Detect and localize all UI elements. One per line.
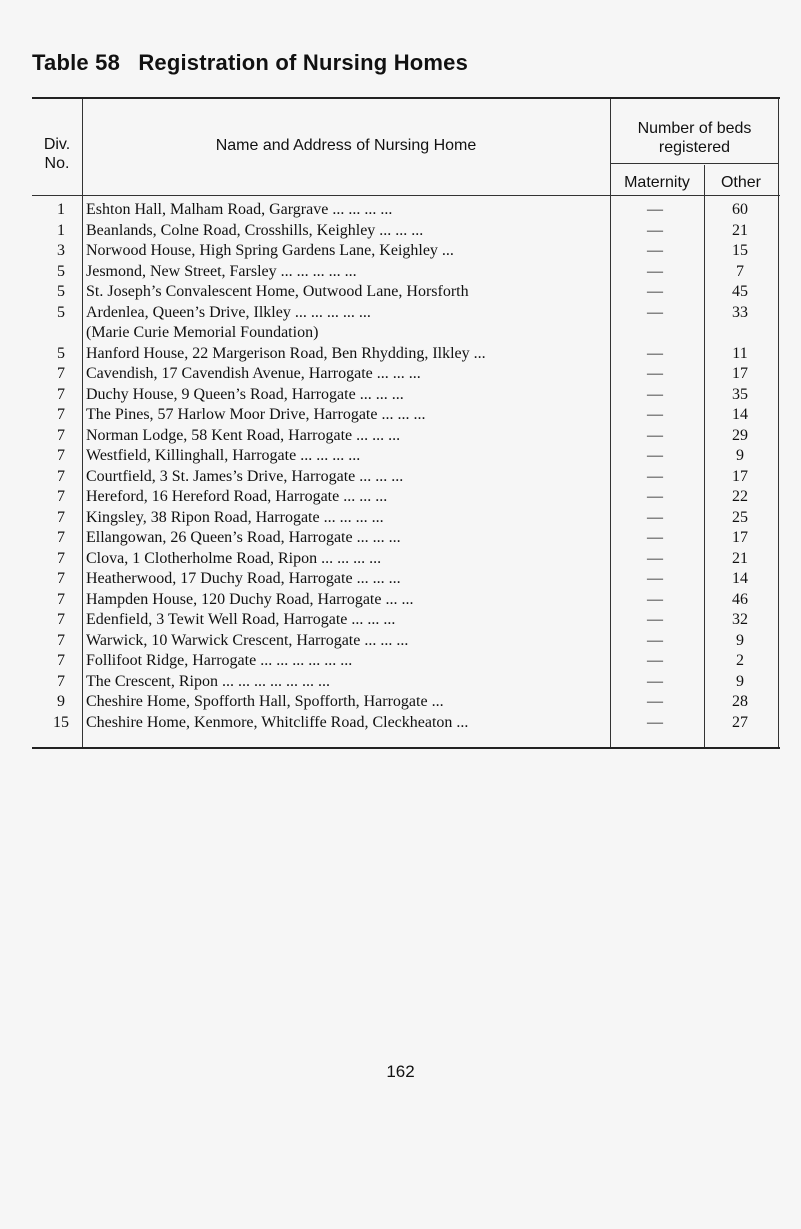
row-other: 28 [732, 693, 748, 710]
row-maternity: — [647, 283, 663, 300]
row-div-no: 7 [57, 529, 65, 546]
row-other: 9 [736, 631, 744, 649]
page-number: 162 [386, 1062, 415, 1081]
row-maternity: — [647, 631, 663, 649]
header-subdivider [610, 163, 778, 164]
row-maternity: — [647, 590, 663, 608]
row-name: Beanlands, Colne Road, Crosshills, Keighley ... ... ... [86, 221, 424, 239]
row-name: Duchy House, 9 Queen’s Road, Harrogate ... ... ... [86, 385, 404, 403]
row-div-no: 1 [57, 221, 65, 239]
row-name: Cheshire Home, Spofforth Hall, Spofforth, Harrogate ... [86, 693, 444, 710]
row-other: 25 [732, 508, 748, 526]
table-row [32, 385, 780, 405]
row-div-no: 9 [57, 693, 65, 710]
row-name: Edenfield, 3 Tewit Well Road, Harrogate ... ... ... [86, 611, 396, 628]
table-number: Table 58 [32, 50, 121, 75]
row-maternity: — [647, 221, 663, 239]
row-maternity: — [647, 406, 663, 423]
row-other: 14 [732, 570, 748, 587]
row-name: Clova, 1 Clotherholme Road, Ripon ... ... ... ... [86, 549, 382, 567]
row-maternity: — [647, 652, 663, 669]
row-name: Hereford, 16 Hereford Road, Harrogate ... ... ... [86, 488, 388, 505]
row-div-no: 5 [57, 303, 65, 321]
row-other: 17 [732, 467, 748, 485]
row-maternity: — [647, 467, 663, 485]
row-maternity: — [647, 611, 663, 628]
table-row [32, 508, 780, 528]
row-maternity: — [647, 262, 663, 280]
row-name: Westfield, Killinghall, Harrogate ... ... ... ... [86, 447, 361, 464]
row-other: 9 [736, 447, 744, 464]
row-div-no: 7 [57, 426, 65, 444]
table-row [32, 364, 780, 384]
row-maternity: — [647, 713, 663, 731]
table-row [32, 692, 780, 712]
row-maternity: — [647, 693, 663, 710]
table-row [32, 426, 780, 446]
row-maternity: — [647, 365, 663, 382]
table-row [32, 262, 780, 282]
row-maternity: — [647, 426, 663, 444]
row-other: 2 [736, 652, 744, 669]
row-div-no: 3 [57, 242, 65, 259]
row-name: Norwood House, High Spring Gardens Lane, Keighley ... [86, 242, 454, 259]
row-div-no: 7 [57, 611, 65, 628]
row-other: 45 [732, 283, 748, 300]
row-name: Norman Lodge, 58 Kent Road, Harrogate ... ... ... [86, 426, 401, 444]
table-row [32, 651, 780, 671]
row-name: Follifoot Ridge, Harrogate ... ... ... ... ... ... [86, 652, 353, 669]
row-maternity: — [647, 303, 663, 321]
table-row [32, 569, 780, 589]
row-div-no: 5 [57, 262, 65, 280]
row-maternity: — [647, 447, 663, 464]
row-other: 29 [732, 426, 748, 444]
row-div-no: 7 [57, 488, 65, 505]
table-row [32, 221, 780, 241]
row-name: St. Joseph’s Convalescent Home, Outwood Lane, Horsforth [86, 283, 469, 300]
row-div-no: 7 [57, 508, 65, 526]
row-name: Cheshire Home, Kenmore, Whitcliffe Road, Cleckheaton ... [86, 713, 469, 731]
row-name: Kingsley, 38 Ripon Road, Harrogate ... ... ... ... [86, 508, 384, 526]
row-name: Heatherwood, 17 Duchy Road, Harrogate ... ... ... [86, 570, 401, 587]
row-maternity: — [647, 242, 663, 259]
row-name: Hanford House, 22 Margerison Road, Ben Rhydding, Ilkley ... [86, 344, 486, 362]
row-name: Jesmond, New Street, Farsley ... ... ... ... ... [86, 262, 357, 280]
row-div-no: 7 [57, 365, 65, 382]
table-row [32, 610, 780, 630]
table-row [32, 549, 780, 569]
row-div-no: 7 [57, 467, 65, 485]
table-row [32, 344, 780, 364]
row-other: 35 [732, 385, 748, 403]
row-other: 46 [732, 590, 748, 608]
row-div-no: 7 [57, 631, 65, 649]
row-other: 15 [732, 242, 748, 259]
row-other: 14 [732, 406, 748, 423]
row-other: 22 [732, 488, 748, 505]
table-row [32, 590, 780, 610]
header-maternity: Maternity [624, 174, 690, 191]
row-name: Cavendish, 17 Cavendish Avenue, Harrogate ... ... ... [86, 365, 421, 382]
row-other: 27 [732, 713, 748, 731]
row-name: Warwick, 10 Warwick Crescent, Harrogate ... ... ... [86, 631, 409, 649]
row-name: Eshton Hall, Malham Road, Gargrave ... ... ... ... [86, 201, 393, 218]
row-div-no: 7 [57, 652, 65, 669]
table-heading: Registration of Nursing Homes [138, 50, 469, 75]
row-maternity: — [647, 488, 663, 505]
row-maternity: — [647, 672, 663, 690]
row-maternity: — [647, 570, 663, 587]
row-div-no: 7 [57, 549, 65, 567]
table-row [32, 200, 780, 220]
row-other: 32 [732, 611, 748, 628]
table-row [32, 282, 780, 302]
table-row [32, 303, 780, 323]
row-maternity: — [647, 344, 663, 362]
row-other: 17 [732, 365, 748, 382]
row-div-no: 15 [53, 713, 69, 731]
row-name: Ardenlea, Queen’s Drive, Ilkley ... ... ... ... ... [86, 303, 371, 321]
row-div-no: 5 [57, 283, 65, 300]
header-other: Other [720, 174, 761, 191]
row-other: 9 [736, 672, 744, 690]
row-other: 7 [736, 262, 744, 280]
nursing-homes-table [32, 97, 780, 749]
row-maternity: — [647, 529, 663, 546]
row-div-no: 7 [57, 385, 65, 403]
row-maternity: — [647, 508, 663, 526]
row-other: 21 [732, 221, 748, 239]
row-maternity: — [647, 201, 663, 218]
header-div-no: Div. No. [43, 136, 71, 172]
row-name: Ellangowan, 26 Queen’s Road, Harrogate ... ... ... [86, 529, 401, 546]
row-name: Hampden House, 120 Duchy Road, Harrogate ... ... [86, 590, 414, 608]
row-other: 11 [732, 344, 748, 362]
table-row [32, 487, 780, 507]
row-name: The Crescent, Ripon ... ... ... ... ... ... ... [86, 672, 330, 690]
row-div-no: 5 [57, 344, 65, 362]
table-row [32, 631, 780, 651]
table-row [32, 528, 780, 548]
row-other: 21 [732, 549, 748, 567]
table-row [32, 405, 780, 425]
header-name: Name and Address of Nursing Home [215, 137, 477, 154]
row-div-no: 7 [57, 590, 65, 608]
row-name: The Pines, 57 Harlow Moor Drive, Harrogate ... ... ... [86, 406, 426, 423]
row-name: Courtfield, 3 St. James’s Drive, Harrogate ... ... ... [86, 467, 404, 485]
row-div-no: 7 [57, 672, 65, 690]
table-row [32, 241, 780, 261]
row-maternity: — [647, 385, 663, 403]
row-subtitle: (Marie Curie Memorial Foundation) [86, 324, 319, 341]
row-div-no: 7 [57, 447, 65, 464]
table-row [32, 467, 780, 487]
table-row [32, 672, 780, 692]
row-div-no: 7 [57, 570, 65, 587]
header-beds: Number of beds registered [637, 120, 752, 156]
row-maternity: — [647, 549, 663, 567]
row-other: 33 [732, 303, 748, 321]
row-other: 60 [732, 201, 748, 218]
table-title [32, 50, 468, 76]
header-rule [32, 195, 780, 196]
table-row [32, 446, 780, 466]
row-other: 17 [732, 529, 748, 546]
row-div-no: 7 [57, 406, 65, 423]
row-div-no: 1 [57, 201, 65, 218]
table-row [32, 713, 780, 733]
